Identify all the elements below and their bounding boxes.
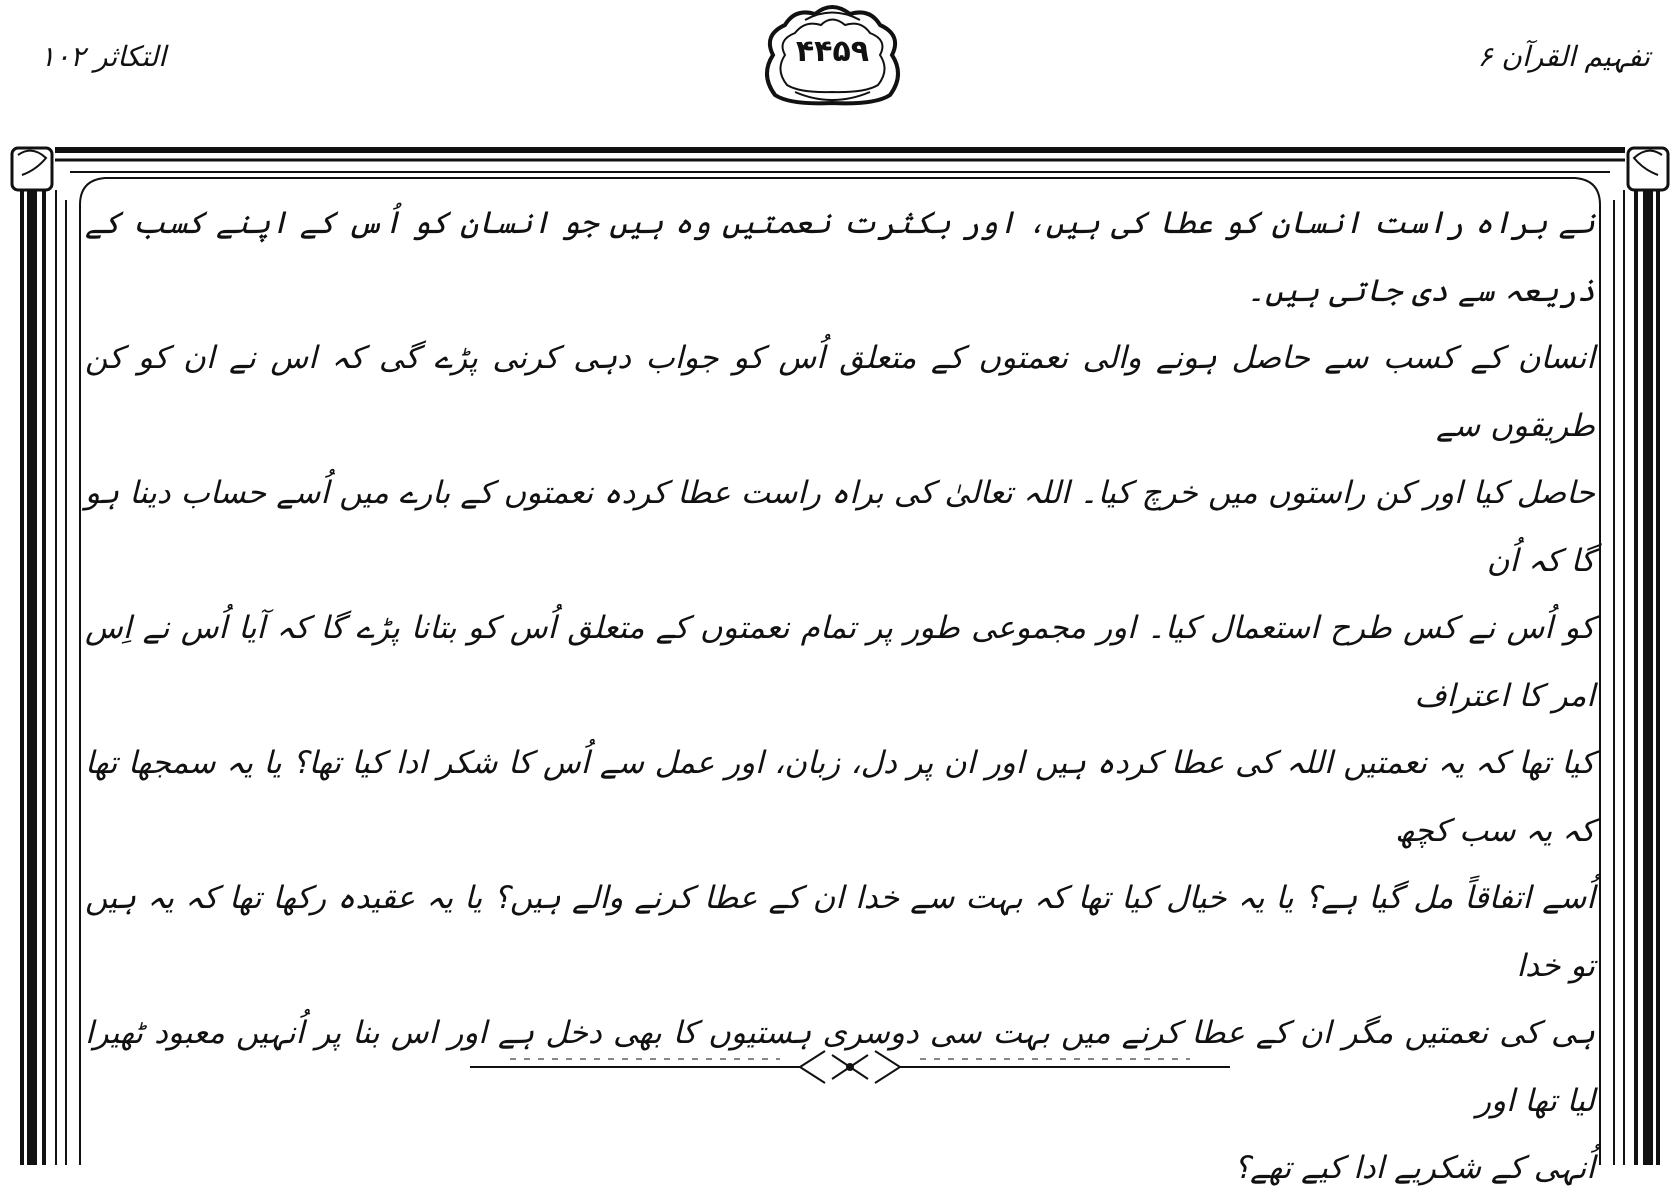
- section-divider: [470, 1045, 1230, 1085]
- book-header: تفہیم القرآن ۶: [1477, 40, 1650, 73]
- text-line: انسان کے کسب سے حاصل ہونے والی نعمتوں کے متعلق اُس کو جواب دہی کرنی پڑے گی کہ اس نے ان کو کن طریقوں سے: [85, 340, 1595, 444]
- text-line: ہی کی نعمتیں مگر ان کے عطا کرنے میں بہت سی دوسری ہستیوں کا بھی دخل ہے اور اس بنا پر اُنہیں معبود ٹھیرا لیا تھا اور: [85, 1015, 1595, 1119]
- text-line: اُسے اتفاقاً مل گیا ہے؟ یا یہ خیال کیا تھا کہ بہت سے خدا ان کے عطا کرنے والے ہیں؟ یا یہ عقیدہ رکھا تھا کہ یہ ہیں تو خدا: [85, 880, 1595, 984]
- text-line: اُنہی کے شکریے ادا کیے تھے؟: [1233, 1150, 1595, 1186]
- text-line: حاصل کیا اور کن راستوں میں خرچ کیا۔ اللہ تعالیٰ کی براہ راست عطا کردہ نعمتوں کے بارے میں اُسے حساب دینا ہو گا کہ اُن: [85, 475, 1595, 579]
- page-number: ۴۴۵۹: [795, 34, 870, 69]
- text-line: نے براہ راست انسان کو عطا کی ہیں، اور بکثرت نعمتیں وہ ہیں جو انسان کو اُس کے اپنے کسب کے ذریعہ سے دی جاتی ہیں۔: [85, 205, 1595, 309]
- text-line: کو اُس نے کس طرح استعمال کیا۔ اور مجموعی طور پر تمام نعمتوں کے متعلق اُس کو بتانا پڑے گا کہ آیا اُس نے اِس امر کا اعتراف: [85, 610, 1595, 714]
- surah-header: التکاثر ۱۰۲: [40, 40, 167, 73]
- text-line: کیا تھا کہ یہ نعمتیں اللہ کی عطا کردہ ہیں اور ان پر دل، زبان، اور عمل سے اُس کا شکر ادا کیا تھا؟ یا یہ سمجھا تھا کہ یہ سب کچھ: [85, 745, 1595, 849]
